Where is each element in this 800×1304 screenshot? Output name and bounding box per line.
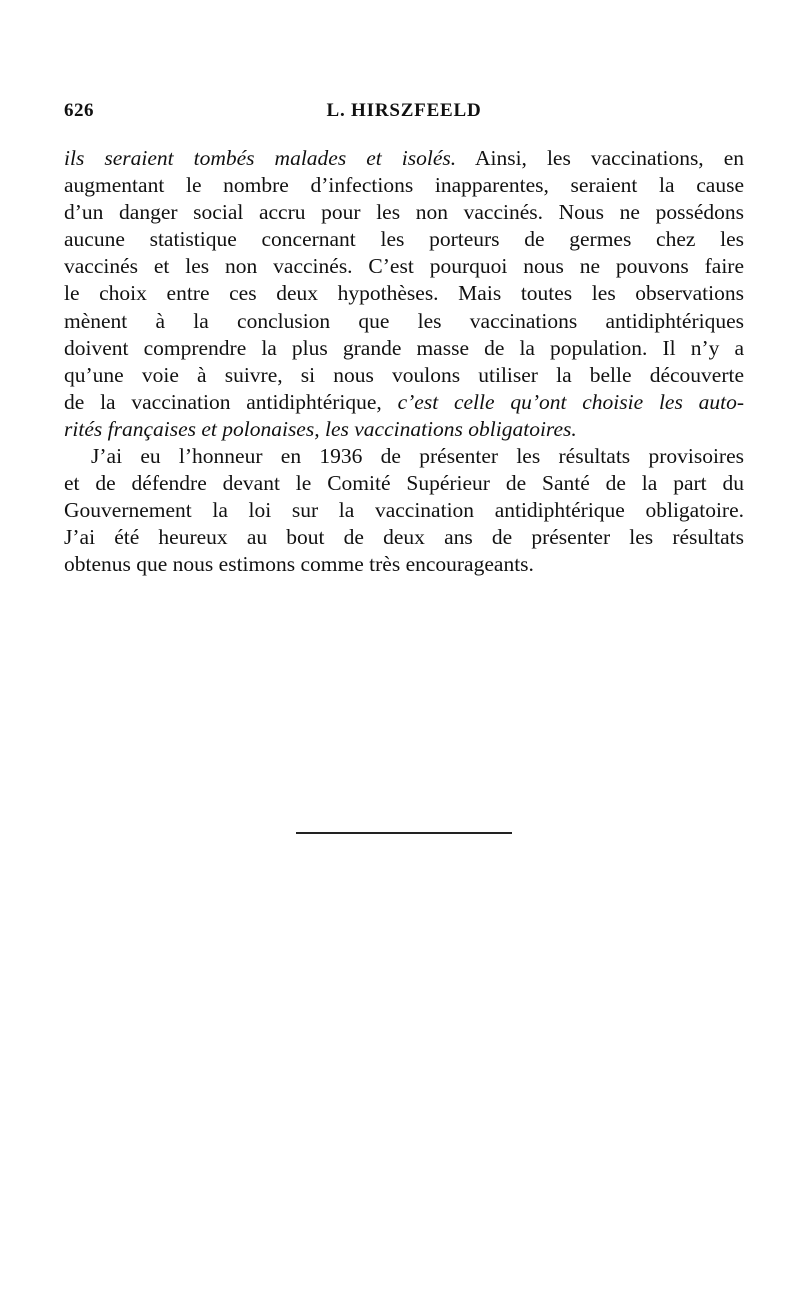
text-line: Gouvernement la loi sur la vaccination antidiphtérique obligatoire. <box>64 498 744 523</box>
text-line: et de défendre devant le Comité Supérieur de Santé de la part du <box>64 471 744 496</box>
text-line: d’un danger social accru pour les non vaccinés. Nous ne possédons <box>64 200 744 225</box>
text-line: augmentant le nombre d’infections inapparentes, seraient la cause <box>64 173 744 198</box>
running-head-author: L. HIRSZFEELD <box>326 100 482 121</box>
text-line: rités françaises et polonaises, les vaccinations obligatoires. <box>64 416 577 441</box>
paragraph-2 <box>64 443 744 578</box>
text-line: vaccinés et les non vaccinés. C’est pourquoi nous ne pouvons faire <box>64 254 744 279</box>
page-number: 626 <box>64 100 94 121</box>
text-run: de la vaccination antidiphtérique, <box>64 389 398 414</box>
text-line <box>64 389 744 416</box>
italic-phrase: ils seraient tombés malades et isolés. <box>64 146 457 170</box>
text-line: le choix entre ces deux hypothèses. Mais toutes les observations <box>64 281 744 306</box>
text-line: obtenus que nous estimons comme très encourageants. <box>64 552 534 577</box>
text-line: aucune statistique concernant les porteurs de germes chez les <box>64 227 744 252</box>
text-line: mènent à la conclusion que les vaccinations antidiphtériques <box>64 308 744 333</box>
text-line: qu’une voie à suivre, si nous voulons utiliser la belle découverte <box>64 362 744 387</box>
end-of-article-rule <box>296 832 512 834</box>
text-line <box>64 145 744 172</box>
italic-phrase: c’est celle qu’ont choisie les auto- <box>397 389 744 414</box>
text-line: J’ai été heureux au bout de deux ans de présenter les résultats <box>64 525 744 550</box>
text-line: J’ai eu l’honneur en 1936 de présenter les résultats provisoires <box>91 444 744 469</box>
body-text <box>64 145 744 579</box>
text-run: Ainsi, les vaccinations, en <box>456 146 744 170</box>
text-line: doivent comprendre la plus grande masse de la population. Il n’y a <box>64 335 744 360</box>
paragraph-1 <box>64 145 744 443</box>
running-header <box>64 100 744 128</box>
